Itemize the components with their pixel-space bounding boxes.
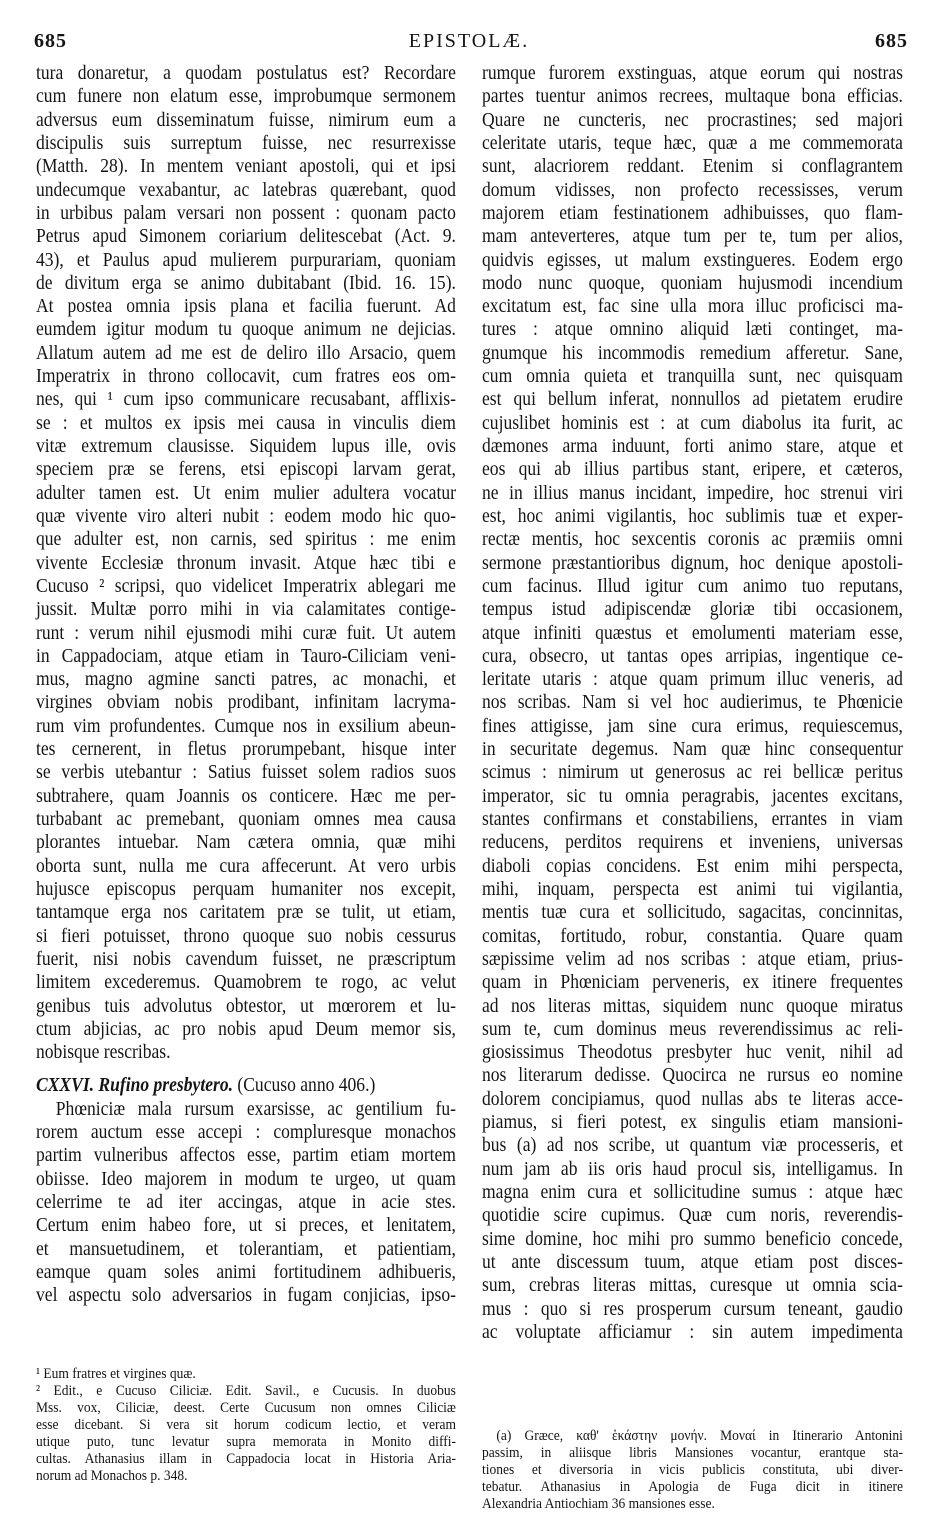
text-line: bus (a) ad nos scribe, ut quantum viæ processeris, et [482,1135,903,1157]
text-line: nos scribas. Nam si vel hoc audierimus, te Phœnicie [482,692,903,714]
text-line: discipulis suis surreptum fuisse, nec resurrexisse [36,132,456,154]
text-line: mam anteverteres, atque tum per te, tum per alios, [482,226,903,248]
text-line: quidvis egisses, ut malum exstingueres. Eodem ergo [482,249,903,271]
text-line: cum facinus. Illud igitur cum animo tuo reputans, [482,575,903,597]
text-line: gnumque his incommodis remedium afferetur. Sane, [482,342,903,364]
text-line: leritate utaris : atque quam primum illuc veneris, ad [482,669,903,691]
text-line: celerrime te ad iter accingas, atque in acie stes. [36,1192,456,1213]
text-line: et mansuetudinem, et tolerantiam, et patientiam, [36,1238,456,1260]
text-line: cura, obsecro, ut tantas opes arripias, ingentique ce- [482,645,903,667]
text-line: dolorem concipiamus, quod nullas abs te literas acce- [482,1088,903,1110]
text-line: vel aspectu solo adversarios in fugam conjicias, ipso- [36,1285,456,1307]
text-line: sum, crebras literas mittas, curesque ut omnia scia- [482,1275,903,1297]
text-line: rum vim profundentes. Cumque nos in exsilium abeun- [36,715,456,737]
text-line: mus, magno agmine sancti patres, ac monachi, et [36,669,456,691]
footnote-line: ¹ Eum fratres et virgines quæ. [36,1366,196,1382]
right-footnotes [482,1428,903,1513]
text-line: ne in illius manus incidant, impedire, hoc strenui viri [482,482,903,504]
text-line: partim vulneribus affectos esse, partim etiam mortem [36,1145,456,1167]
text-line: reducens, perditos requirens et inveniens, universas [482,832,903,854]
text-line: mentis tuæ cura et sollicitudo, sagacitas, concinnitas, [482,902,903,924]
text-line: tes cernerent, in fletus prorumpebant, hisque inter [36,739,456,761]
text-line: eos qui ab illius partibus stant, eripere, et cæteros, [482,459,903,481]
text-line: nes, qui ¹ cum ipso communicare recusabant, afflixis- [36,389,456,411]
running-title: EPISTOLÆ. [408,30,530,52]
text-line: ac voluptate afficiamur : sin autem impedimenta [482,1321,903,1343]
footnote-line: tiones et diversoria in vicis publicis constituta, ubi diver- [482,1462,903,1478]
text-line: tantamque erga nos caritatem præ se tulit, ut etiam, [36,902,456,924]
text-line: giosissimus Theodotus presbyter huc venit, nihil ad [482,1042,903,1064]
text-line: magna enim cura et sollicitudine sumus : atque hæc [482,1182,903,1203]
text-line: rumque furorem exstinguas, atque eorum qui nostras [482,63,903,84]
text-line: sæpissime velim ad nos scribas : atque etiam, prius- [482,948,903,970]
text-line: cujuslibet hominis est : at cum diabolus ita furit, ac [482,412,903,434]
text-line: modo nunc quoque, quoniam hujusmodi incendium [482,272,903,294]
text-line: Quare ne cuncteris, nec procrastines; sed majori [482,109,903,131]
text-line: sum te, cum dominus meus reverendissimus ac reli- [482,1018,903,1040]
text-line: tempus istud adipiscendæ gloriæ tibi occasionem, [482,599,903,621]
text-line: ctum abjicias, ac pro nobis apud Deum memor sis, [36,1018,456,1040]
text-line: est, hoc animi vigilantis, hoc sublimis tuæ et exper- [482,505,903,527]
text-line: Imperatrix in throno collocavit, cum fratres eos om- [36,366,456,388]
text-line: eumdem igitur modum tu quoque animum ne dejicias. [36,319,456,341]
text-line: dæmones arma induunt, forti animo stare, atque et [482,436,903,457]
footnote-line: utique puto, tunc levatur supra memorata in Monito diffi- [36,1434,456,1450]
text-line: subtrahere, quam Joannis os conticere. Hæc me per- [36,785,456,807]
text-line: hujusce episcopus perquam humaniter nos excepit, [36,878,456,900]
text-line: se : et multos ex ipsis mei causa in vinculis diem [36,412,456,434]
text-line: stantes confirmans et constabiliens, errantes in viam [482,809,903,830]
text-line: imperator, sic tu omnia peragrabis, jacentes excitans, [482,785,903,807]
left-text-block-b [36,1098,456,1308]
text-line: sunt, alacriorem reddant. Etenim si conflagrantem [482,156,903,178]
text-line: obiisse. Ideo majorem in modum te urgeo, ut quam [36,1168,456,1190]
text-line: turbabant ac premebant, quoniam omnes mea causa [36,809,456,830]
letter-heading-date: (Cucuso anno 406.) [237,1075,376,1097]
text-line: mihi, inquam, perspecta est animi tui vigilantia, [482,878,903,900]
text-line: Cucuso ² scripsi, quo videlicet Imperatrix ablegari me [36,575,456,597]
text-line: diaboli copias concidens. Est enim mihi perspecta, [482,855,903,877]
footnote-line: ² Edit., e Cucuso Ciliciæ. Edit. Savil., e Cucusis. In duobus [36,1383,456,1399]
text-line: rectæ mentis, hoc sexcentis coronis ac præmiis omni [482,529,903,551]
text-line: tures : atque omnino aliquid læti continget, ma- [482,319,903,341]
text-line: cum funere non elatum esse, improbumque sermonem [36,86,456,108]
text-line: quæ vivente viro alteri nubit : eodem modo hic quo- [36,505,456,527]
text-line: adversus eum disseminatum fuisse, nimirum eum a [36,109,456,131]
text-line: ut ante discessum tuum, atque etiam post disces- [482,1251,903,1273]
text-line: sime domine, hoc mihi pro summo beneficio concede, [482,1228,903,1250]
text-line: vivente Ecclesiæ thronum invasit. Atque hæc tibi e [36,552,456,574]
text-line: eamque quam soles animi fortitudinem adhibueris, [36,1261,456,1283]
letter-heading-title: CXXVI. Rufino presbytero. [36,1075,233,1097]
text-line: fines attigisse, jam sine cura erimus, requiescemus, [482,715,903,737]
text-line: rorem auctum esse accepi : compluresque monachos [36,1122,456,1144]
text-line: partes tuentur animos recrees, multaque bona efficias. [482,86,903,108]
text-line: At postea omnia ipsis plana et facilia fuerunt. Ad [36,296,456,318]
text-line: quam in Phœniciam perveneris, ex itinere frequentes [482,972,903,994]
text-line: Petrus apud Simonem coriarium delitescebat (Act. 9. [36,226,456,248]
text-line: nos literarum dedisse. Quocirca ne rursus eo nomine [482,1065,903,1087]
page-number-right: 685 [875,30,908,52]
text-line: num jam ab iis oris haud procul sis, intelligamus. In [482,1158,903,1180]
left-footnotes [36,1366,456,1485]
text-line: limitem excederemus. Quamobrem te rogo, ac velut [36,972,456,994]
text-line: comitas, fortitudo, robur, constantia. Quare quam [482,925,903,947]
text-line: oborta sunt, nulla me cura affecerunt. At vero urbis [36,855,456,877]
footnote-line: cultas. Athanasius illam in Cappadocia locat in Historia Aria- [36,1451,456,1467]
letter-heading [36,1074,456,1097]
text-line: Certum enim habeo fore, ut si preces, et lenitatem, [36,1215,456,1237]
text-line: undecumque vexabantur, ac latebras quærebant, quod [36,179,456,201]
footnote-line: esse dicebant. Si vera sit horum codicum lectio, et veram [36,1417,456,1433]
text-line: genibus tuis advolutus obtestor, ut mœrorem et lu- [36,995,456,1017]
text-line: Allatum autem ad me est de deliro illo Arsacio, quem [36,342,456,364]
text-line: adulter tamen est. Ut enim mulier adultera vocatur [36,482,456,504]
text-line: majorem etiam festinationem adhibuisses, quo flam- [482,202,903,224]
left-column [36,62,456,1308]
footnote-line: (a) Græce, καθ' ἑκάστην μονήν. Μοναί in Itinerario Antonini [496,1428,903,1444]
text-line: atque infiniti quæstus et emolumenti materiam esse, [482,622,903,644]
right-column [482,62,903,1344]
footnote-line: norum ad Monachos p. 348. [36,1468,188,1484]
text-line: domum vidisses, non profecto recessisses, verum [482,179,903,201]
footnote-line: Mss. vox, Ciliciæ, deest. Certe Cucusum non omnes Ciliciæ [36,1400,456,1416]
text-line: cum omnia quieta et tranquilla sunt, nec quisquam [482,366,903,388]
text-line: Phœniciæ mala rursum exarsisse, ac gentilium fu- [55,1098,456,1120]
text-line: vitæ extremum clausisse. Siquidem lupus ille, ovis [36,436,456,457]
text-line: de divitum erga se animo dubitabant (Ibid. 16. 15). [36,272,456,294]
text-line: virgines obviam nobis prodibant, infinitam lacryma- [36,692,456,714]
text-line: jussit. Multæ porro mihi in via calamitates contige- [36,599,456,621]
text-line: fuerit, nisi nobis cavendum fuisset, ne præscriptum [36,948,456,970]
text-line: (Matth. 28). In mentem veniant apostoli, qui et ipsi [36,156,456,178]
text-line: runt : verum nihil ejusmodi mihi curæ fuit. Ut autem [36,622,456,644]
text-line: quotidie scire cupimus. Quæ cum noris, reverendis- [482,1205,903,1227]
text-line: sermone præstantioribus dignum, hoc denique apostoli- [482,552,903,574]
text-line: mus : quo si res prosperum cursum teneant, gaudio [482,1298,903,1320]
text-line: speciem præ se ferens, etsi episcopi larvam gerat, [36,459,456,481]
text-line: in Cappadociam, atque etiam in Tauro-Ciliciam veni- [36,645,456,667]
text-line: celeritate utaris, teque hæc, quæ a me commemorata [482,132,903,154]
footnote-line: tebatur. Athanasius in Apologia de Fuga dicit in itinere [482,1479,903,1495]
text-line: tura donaretur, a quodam postulatus est? Recordare [36,63,456,84]
text-line: si fieri potuisset, throno quoque suo nobis cessurus [36,925,456,947]
text-line: scimus : nimirum ut generosus ac rei bellicæ peritus [482,762,903,784]
footnote-line: passim, in aliisque libris Mansiones vocantur, erantque sta- [482,1445,903,1461]
text-line: ad nos literas mittas, siquidem nunc quoque miratus [482,995,903,1017]
left-text-block-a [36,62,456,1064]
text-line: excitatum est, fac sine ulla mora illuc proficisci ma- [482,296,903,318]
text-line: plorantes intuebar. Nam cætera omnia, quæ mihi [36,832,456,854]
text-line: in urbibus palam versari non possent : quonam pacto [36,202,456,224]
text-line: que adulter est, non carnis, sed spiritus : me enim [36,529,456,551]
footnote-line: Alexandria Antiochiam 36 mansiones esse. [482,1496,715,1512]
text-line: 43), et Paulus apud mulierem purpurariam, quoniam [36,249,456,271]
text-line: in securitate degemus. Nam quæ hinc consequentur [482,739,903,761]
page-number-left: 685 [34,30,67,52]
text-line: nobisque rescribas. [36,1042,171,1064]
text-line: piamus, si fieri potest, ex singulis etiam mansioni- [482,1112,903,1134]
text-line: se verbis utebantur : Satius fuisset solem radios suos [36,762,456,784]
text-line: est qui bellum inferat, nonnullos ad pietatem erudire [482,389,903,411]
